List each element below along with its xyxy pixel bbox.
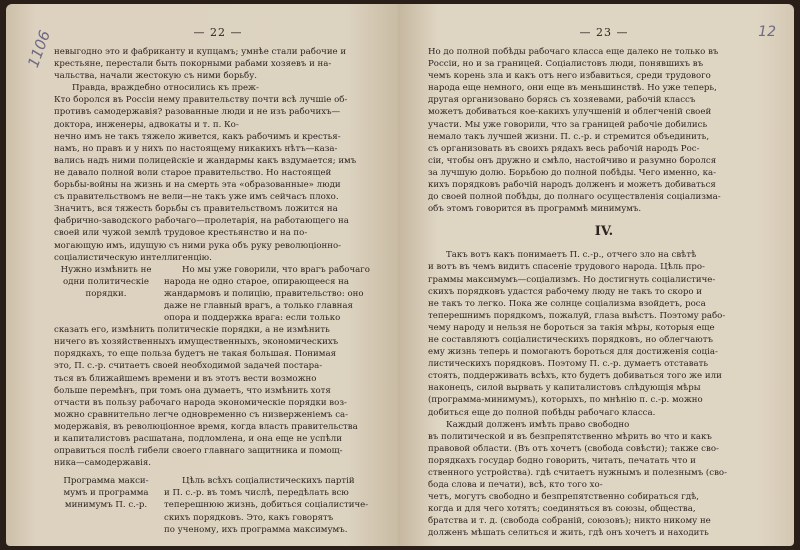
- text-line: не давало полной воли старое правительство. Но настоящей: [54, 167, 332, 178]
- left-lines-top: [54, 46, 382, 82]
- text-line: Но до полной побѣды рабочаго класса еще далеко не только въ: [428, 47, 719, 57]
- text-line: за лучшую долю. Борьбою до полной побѣды. Чего именно, ка-: [428, 167, 716, 178]
- text-line: народа не одно старое, опирающееся на: [164, 276, 349, 287]
- text-line: жандармовъ и полицію, правительство: оно: [164, 288, 364, 299]
- text-line: опора и поддержка врага: если только: [164, 313, 341, 324]
- text-line: Цѣль всѣхъ соціалистическихъ партій: [182, 476, 355, 487]
- margin-note-line: порядки.: [85, 288, 127, 299]
- text-line: бода слова и печати), всѣ, кто того хо-: [428, 480, 603, 491]
- text-line: порядкахъ, то еще польза будетъ не такая большая. Понимая: [54, 349, 336, 360]
- text-line: теперешнюю жизнь, добиться соціалистиче-: [164, 500, 369, 511]
- margin-note: [54, 264, 164, 324]
- text-line: скихъ порядковъ удастся рабочему люду не такъ то скоро и: [428, 286, 703, 297]
- text-line: вались надъ ними полицейскіе и жандармы какъ вздумается; имъ: [54, 155, 357, 166]
- text-line: наконецъ, силой вырвать у капиталистовъ слѣдующія мѣры: [428, 383, 701, 394]
- text-line: правовой области. (Въ отъ хочетъ (свобода совѣсти); также сво-: [428, 443, 719, 454]
- left-para5: [54, 475, 382, 535]
- text-line: ничего въ хозяйственныхъ имущественныхъ, экономическихъ: [54, 337, 339, 348]
- page-number-left: — 22 —: [193, 26, 243, 39]
- text-line: противъ самодержавія? разованные люди и не изъ рабочихъ—: [54, 107, 341, 118]
- right-para2: [428, 249, 780, 418]
- text-line: Россіи, но и за границей. Соціалистовъ люди, понявшихъ въ: [428, 59, 704, 70]
- text-line: съ правительствомъ не вели—не такъ уже имъ сейчасъ плохо.: [54, 192, 339, 203]
- text-line: Каждый долженъ имѣть право свободно: [446, 419, 630, 430]
- text-line: можетъ добиваться кое-какихъ улучшеній и облегченій своей: [428, 107, 712, 118]
- text-line: ника—самодержавія.: [54, 458, 151, 469]
- left-para4: [54, 324, 382, 469]
- margin-note-line: мумъ и программа: [63, 488, 149, 499]
- text-line: крестьяне, перестали быть покорными рабами хозяевъ и на-: [54, 59, 332, 70]
- text-line: теперешнимъ порядкомъ, пожалуй, глаза выѣстъ. Поэтому рабо-: [428, 310, 726, 321]
- book-spread: [6, 4, 794, 546]
- text-line: братства и т. д. (свобода собраній, союзовъ); никто никому не: [428, 516, 711, 527]
- text-line: добиться еще до полной побѣды рабочаго класса.: [428, 407, 656, 418]
- text-line: сіи, чтобы онъ дружно и смѣло, настойчиво и разумно боролся: [428, 155, 717, 166]
- text-line: нечно имъ не такъ тяжело живется, какъ рабочимъ и крестья-: [54, 131, 341, 142]
- pencil-mark-right: 12: [758, 24, 776, 40]
- text-line: съ организовать въ своихъ рядахъ весь рабочій народъ Рос-: [428, 143, 700, 154]
- page-number-right: — 23 —: [579, 26, 629, 39]
- text-line: ему жизнь теперь и помогаютъ бороться для достиженія соціа-: [428, 347, 718, 358]
- text-line: Кто боролся въ Россіи нему правительству почти всѣ лучшіе об-: [54, 95, 348, 106]
- text-line: Значитъ, вся тяжесть борьбы съ правительствомъ ложится на: [54, 204, 338, 215]
- text-line: кихъ порядковъ рабочій народъ долженъ и можетъ добиваться: [428, 180, 716, 191]
- text-line: четъ, могутъ свободно и безпрепятственно собираться гдѣ,: [428, 492, 700, 503]
- text-line: Правда, враждебно относились къ преж-: [72, 83, 259, 94]
- text-line: Такъ вотъ какъ понимаетъ П. с.-р., отчего зло на свѣтѣ: [446, 250, 697, 261]
- text-line: до своей полной побѣды, до полнаго осуществленія соціализма-: [428, 192, 721, 203]
- margin-note-line: Программа макси-: [63, 476, 149, 487]
- text-line: чемъ корень зла и какъ отъ него избавиться, среди трудового: [428, 71, 711, 82]
- text-line: немало такъ лучшей жизни. П. с.-р. и стремится объединить,: [428, 131, 710, 142]
- text-line: когда и для чего хотятъ; соединяться въ союзы, общества,: [428, 504, 696, 515]
- text-line: и вотъ въ чемъ видитъ спасеніе трудового народа. Цѣль про-: [428, 262, 705, 273]
- section-heading: IV.: [594, 224, 614, 240]
- left-para3: [54, 264, 382, 324]
- text-line: ственного устройства). гдѣ считаетъ нужнымъ и полезнымъ (сво-: [428, 468, 728, 478]
- text-line: могающую имъ, идущую съ ними рука объ руку революціонно-: [54, 240, 342, 251]
- text-line: своей или чужой землѣ трудовое крестьянство и на по-: [54, 228, 308, 239]
- text-line: (программа-минимумъ), которыхъ, по мнѣнію п. с.-р. можно: [428, 395, 703, 406]
- pencil-mark-left: 1106: [24, 27, 55, 71]
- text-line: это, П. с.-р. считаетъ своей необходимой задачей постара-: [54, 361, 323, 372]
- text-line: въ политической и въ безпрепятственно мѣрить во что и какъ: [428, 431, 712, 442]
- text-line: скихъ порядковъ. Это, какъ говорятъ: [164, 512, 334, 523]
- text-line: невыгодно это и фабриканту и купцамъ; умнѣе стали рабочие и: [54, 47, 347, 57]
- text-line: листическихъ порядковъ. Поэтому П. с.-р. думаетъ отставать: [428, 359, 709, 370]
- text-line: участи. Мы уже говорили, что за границей рабочіе добились: [428, 119, 708, 130]
- text-line: больше перемѣнъ, при томъ она думаетъ, что измѣнить хотя: [54, 385, 331, 396]
- text-line: порядкахъ государ бодно говорить, читать, печатать что и: [428, 455, 696, 466]
- right-page: [398, 4, 794, 546]
- text-line: ться въ ближайшемъ времени и въ этотъ вести возможно: [54, 373, 317, 384]
- right-para3: [428, 419, 780, 540]
- text-line: и капиталистовъ расшатана, подломлена, и она еще не успѣли: [54, 434, 342, 444]
- text-line: можно сравнительно легче одновременно съ низверженіемъ са-: [54, 409, 349, 420]
- text-line: по ученому, ихъ программа максимумъ.: [164, 524, 348, 535]
- margin-note-line: Нужно измѣнить не: [60, 264, 152, 275]
- text-line: Но мы уже говорили, что врагъ рабочаго: [182, 264, 370, 275]
- margin-note: [54, 475, 164, 535]
- text-line: соціалистическую интеллигенцію.: [54, 252, 212, 263]
- text-line: доктора, инженеры, адвокаты и т. п. Ко-: [54, 119, 239, 130]
- text-line: долженъ мѣшать селиться и жить, гдѣ онъ хочетъ и находить: [428, 528, 709, 539]
- text-line: оправиться послѣ гибели своего главнаго защитника и помощ-: [54, 446, 343, 457]
- margin-note-line: минимумъ П. с.-р.: [64, 500, 148, 511]
- margin-note-line: одни политическіе: [62, 276, 149, 287]
- text-line: не такъ то легко. Пока же солнце соціализма взойдетъ, роса: [428, 298, 706, 309]
- text-line: намъ, но правъ и у нихъ по настоящему никакихъ нѣтъ—каза-: [54, 143, 338, 154]
- left-page: [6, 4, 398, 546]
- text-line: другая организовано борясь съ хозяевами, рабочій классъ: [428, 95, 696, 106]
- text-line: даже не главный врагъ, а только главная: [164, 300, 353, 311]
- text-line: борьбы-войны на жизнь и на смерть эта «образованные» люди: [54, 180, 341, 191]
- text-line: отчасти въ пользу рабочаго народа экономическіе порядки воз-: [54, 397, 347, 408]
- text-line: граммы максимумъ—соціализмъ. Но достигнуть соціалистиче-: [428, 274, 716, 285]
- text-line: и П. с.-р. въ томъ числѣ, передѣлать всю: [164, 488, 349, 499]
- text-line: чему народу и нельзя не бороться за такія мѣры, которыя еще: [428, 322, 715, 333]
- text-line: сказать его, измѣнить политическіе порядки, а не измѣнить: [54, 325, 330, 336]
- text-line: модержавія, въ революціонное время, когда власть правительства: [54, 421, 358, 432]
- text-line: не составляютъ соціалистическихъ порядковъ, но облегчаютъ: [428, 334, 713, 345]
- text-line: народа еще немного, они еще въ меньшинствѣ. Но уже теперь,: [428, 83, 717, 94]
- left-para2: [54, 82, 382, 263]
- text-line: объ этомъ говорится въ программѣ минимумъ.: [428, 204, 642, 215]
- right-lines-top: [428, 46, 780, 215]
- text-line: фабрично-заводского рабочаго—пролетарія, на работающего на: [54, 216, 349, 227]
- text-line: чальства, начали жестокую съ ними борьбу.: [54, 71, 257, 82]
- text-line: стоять, поддерживать всѣхъ, кто будетъ добиваться того же или: [428, 371, 722, 382]
